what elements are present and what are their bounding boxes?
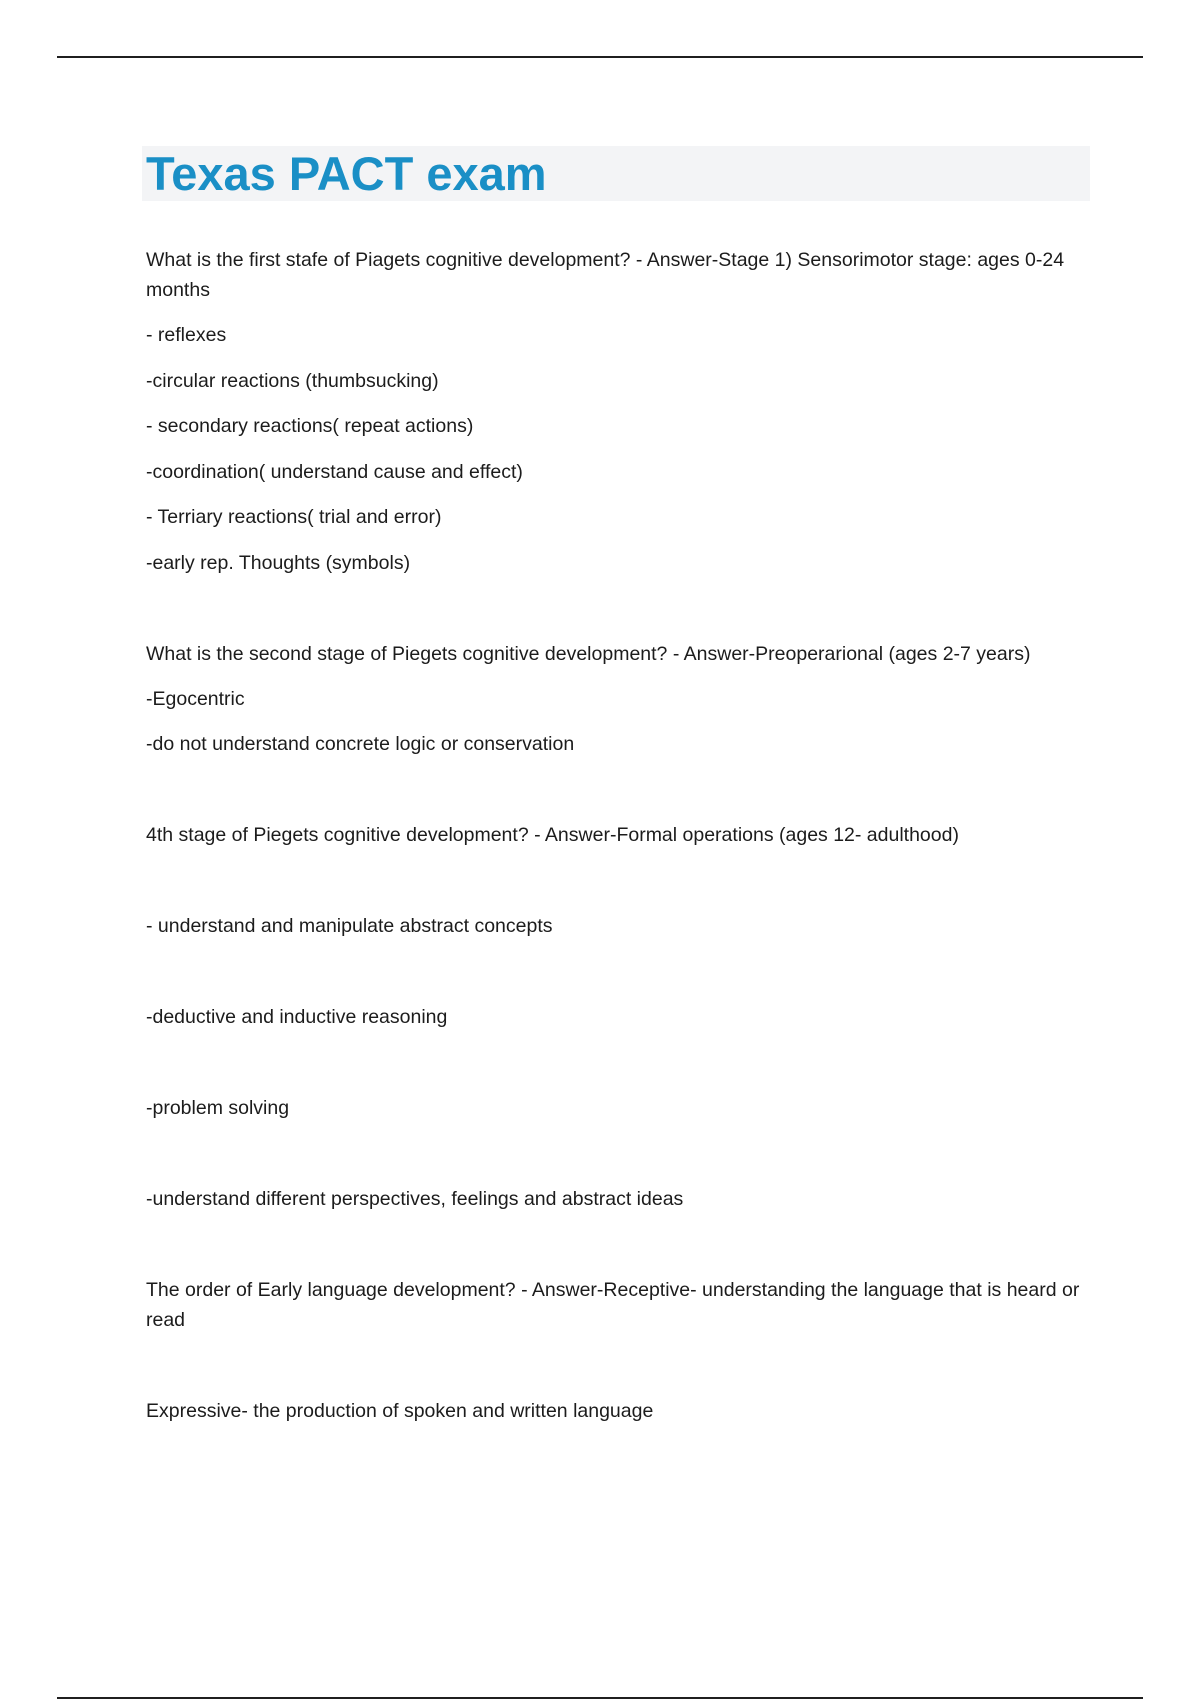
list-item: Expressive- the production of spoken and written language (146, 1400, 654, 1422)
list-item: -do not understand concrete logic or conservation (146, 733, 575, 755)
header-divider (57, 56, 1143, 58)
list-item: - understand and manipulate abstract concepts (146, 915, 553, 937)
document-title: Texas PACT exam (146, 147, 547, 200)
list-item: - reflexes (146, 324, 227, 346)
list-item: -deductive and inductive reasoning (146, 1006, 448, 1028)
list-item: -coordination( understand cause and effect) (146, 461, 523, 483)
list-item: -circular reactions (thumbsucking) (146, 370, 439, 392)
list-item: -understand different perspectives, feelings and abstract ideas (146, 1188, 684, 1210)
question-piaget-stage-4: 4th stage of Piegets cognitive development? - Answer-Formal operations (ages 12- adulthood) (146, 824, 959, 846)
list-item: -Egocentric (146, 688, 245, 710)
footer-divider (57, 1697, 1143, 1699)
question-language-development: The order of Early language development? - Answer-Receptive- understanding the language that is heard or read (146, 1279, 1080, 1331)
question-piaget-stage-2: What is the second stage of Piegets cognitive development? - Answer-Preoperarional (ages 2-7 years) (146, 643, 1031, 665)
list-item: -problem solving (146, 1097, 290, 1119)
list-item: -early rep. Thoughts (symbols) (146, 552, 411, 574)
question-piaget-stage-1: What is the first stafe of Piagets cognitive development? - Answer-Stage 1) Sensorimotor stage: ages 0-24 months (146, 249, 1065, 301)
list-item: - Terriary reactions( trial and error) (146, 506, 442, 528)
list-item: - secondary reactions( repeat actions) (146, 415, 474, 437)
